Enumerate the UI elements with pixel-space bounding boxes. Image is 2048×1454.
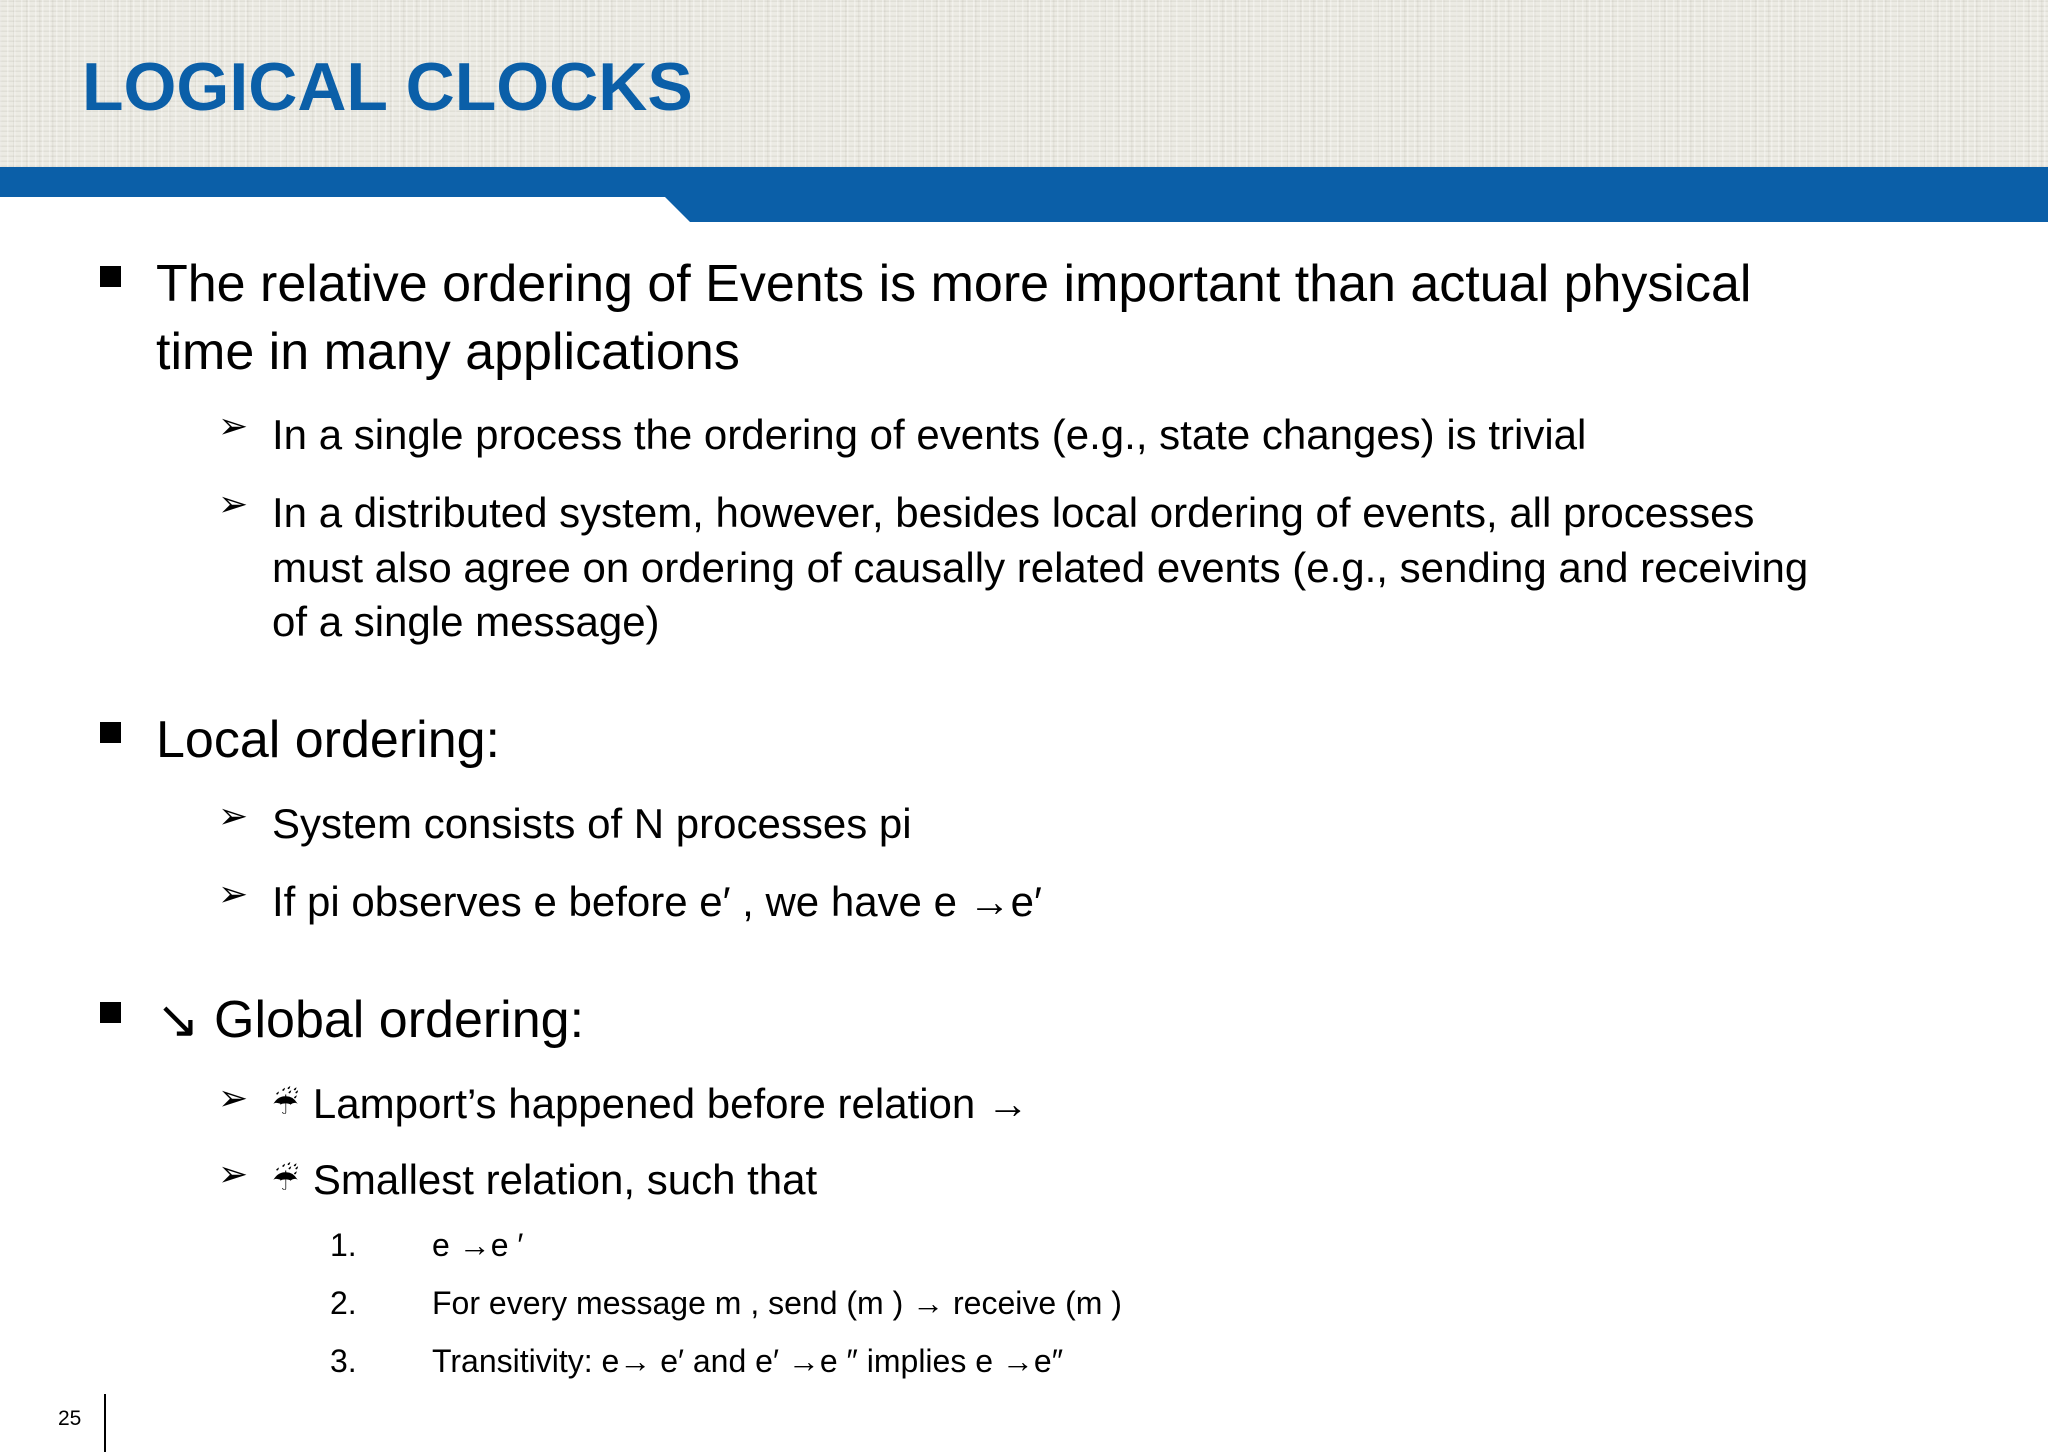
section-3-item-1	[272, 1076, 1029, 1132]
header-blue-band	[0, 167, 2048, 223]
arrow-bullet-icon: ➢	[218, 1077, 249, 1118]
section-1-item-2-line-1: In a distributed system, however, besides local ordering of events, all processes	[272, 489, 1755, 536]
section-1-bullet	[100, 266, 121, 287]
arrow-bullet-icon: ➢	[218, 795, 249, 836]
section-3-item-1-text: Lamport’s happened before relation →	[312, 1080, 1029, 1127]
numbered-item-number: 3.	[330, 1343, 357, 1379]
numbered-item-text: Transitivity: e→ e′ and e′ →e ″ implies e →e″	[432, 1343, 1064, 1379]
arrow-bullet-icon: ➢	[218, 1153, 249, 1194]
arrow-bullet-icon: ➢	[218, 483, 249, 524]
section-1-heading-line-2: time in many applications	[156, 323, 740, 381]
section-1-item-2-line-3: of a single message)	[272, 598, 660, 645]
blue-band-shape	[0, 167, 2048, 222]
section-3-heading	[156, 986, 584, 1054]
section-1-heading-line-1: The relative ordering of Events is more important than actual physical	[156, 255, 1752, 313]
arrow-bullet-icon: ➢	[218, 405, 249, 446]
numbered-item-number: 1.	[330, 1227, 357, 1263]
numbered-item-text: e →e ′	[432, 1227, 524, 1263]
section-3-item-2	[272, 1152, 817, 1208]
numbered-item-number: 2.	[330, 1285, 357, 1321]
cloud-rain-icon: ☔︎	[272, 1088, 299, 1121]
section-1-item-2-line-2: must also agree on ordering of causally related events (e.g., sending and receiving	[272, 544, 1809, 591]
numbered-item-text: For every message m , send (m ) → receive (m )	[432, 1285, 1122, 1321]
page-number: 25	[58, 1407, 82, 1430]
slide-title: LOGICAL CLOCKS	[82, 49, 693, 125]
section-1-item-1: In a single process the ordering of events (e.g., state changes) is trivial	[272, 411, 1587, 458]
section-2-bullet	[100, 722, 121, 743]
section-3-item-2-text: Smallest relation, such that	[312, 1156, 818, 1203]
arrow-bullet-icon: ➢	[218, 873, 249, 914]
section-2-item-1: System consists of N processes pi	[272, 800, 912, 847]
section-2-item-2: If pi observes e before e′ , we have e →e′	[272, 878, 1042, 925]
south-east-arrow-symbol: ↘	[156, 991, 200, 1049]
section-3-bullet	[100, 1002, 121, 1023]
cloud-rain-icon: ☔︎	[272, 1164, 299, 1197]
section-3-heading-text: Global ordering:	[214, 991, 585, 1049]
section-2-heading: Local ordering:	[156, 711, 500, 769]
page-number-divider	[104, 1394, 106, 1452]
